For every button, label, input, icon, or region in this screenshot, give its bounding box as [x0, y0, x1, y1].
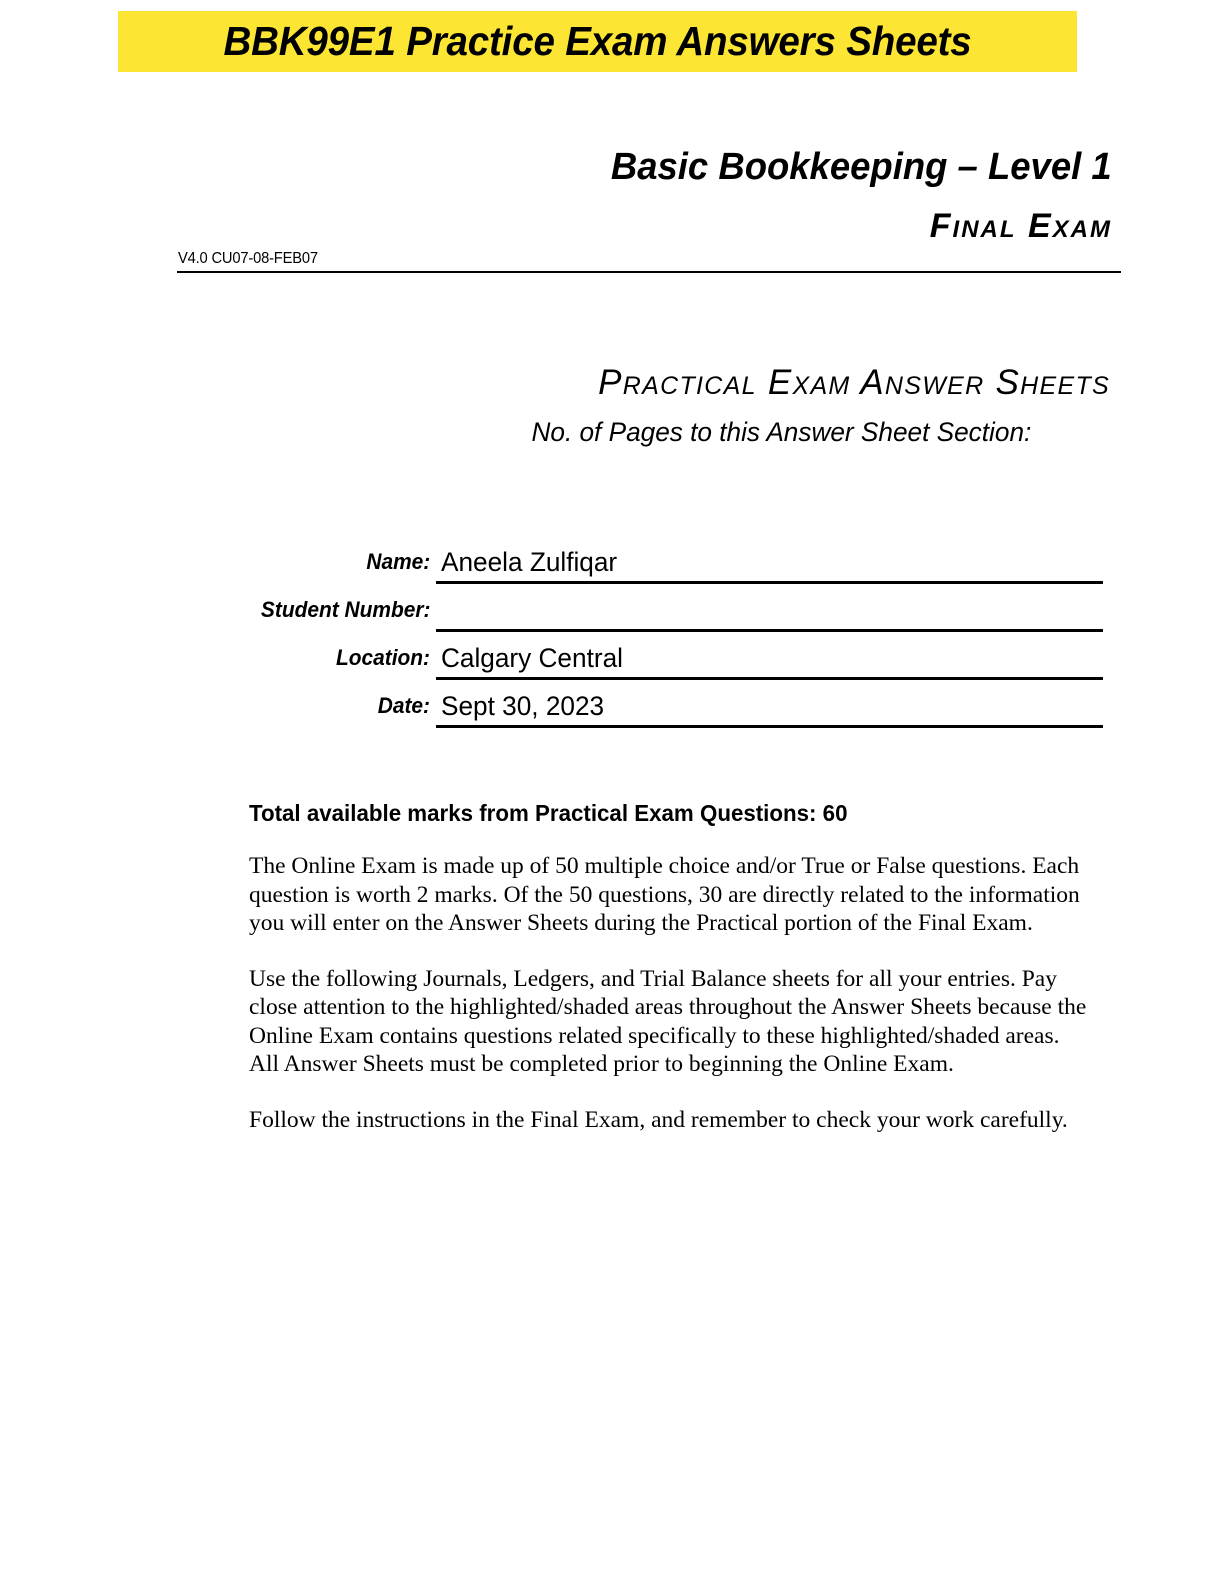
date-field[interactable]: [436, 677, 1103, 728]
instructions-paragraph: Use the following Journals, Ledgers, and Trial Balance sheets for all your entries. Pay close attention to the highlighted/shaded areas throughout the Answer Sheets because the Online Exam contains questions related specifically to these highlighted/shaded areas. All Answer Sheets must be completed prior to beginning the Online Exam.: [249, 965, 1087, 1077]
form-row-name: [0, 536, 1224, 584]
student-info-form: [0, 536, 1224, 728]
header-divider: [177, 271, 1121, 273]
instructions-paragraph: Follow the instructions in the Final Exam, and remember to check your work carefully.: [249, 1106, 1068, 1133]
form-row-date: [0, 680, 1224, 728]
instructions-body: [249, 852, 1087, 1134]
date-label: Date:: [377, 693, 430, 718]
name-label: Name:: [366, 549, 430, 574]
exam-kind-title: Final Exam: [929, 207, 1112, 245]
location-field[interactable]: [436, 629, 1103, 680]
date-value: Sept 30, 2023: [441, 691, 605, 721]
banner-title: BBK99E1 Practice Exam Answers Sheets: [223, 18, 972, 64]
student-number-field[interactable]: [436, 581, 1103, 632]
form-row-location: [0, 632, 1224, 680]
name-value: Aneela Zulfiqar: [441, 547, 618, 577]
course-title: Basic Bookkeeping – Level 1: [611, 146, 1112, 188]
document-banner: [118, 11, 1077, 72]
section-heading: Practical Exam Answer Sheets: [598, 363, 1110, 402]
location-value: Calgary Central: [441, 643, 623, 673]
section-subheading: No. of Pages to this Answer Sheet Section:: [531, 417, 1031, 447]
instructions-paragraph: The Online Exam is made up of 50 multiple choice and/or True or False questions. Each question is worth 2 marks. Of the 50 questions, 30 are directly related to the information you will enter on the Answer Sheets during the Practical portion of the Final Exam.: [249, 853, 1080, 936]
form-row-student-number: [0, 584, 1224, 632]
student-number-label: Student Number:: [260, 597, 430, 622]
name-field[interactable]: [436, 533, 1103, 584]
document-version: V4.0 CU07-08-FEB07: [178, 250, 318, 267]
total-marks-line: Total available marks from Practical Exam Questions: 60: [249, 800, 848, 826]
location-label: Location:: [335, 645, 430, 670]
